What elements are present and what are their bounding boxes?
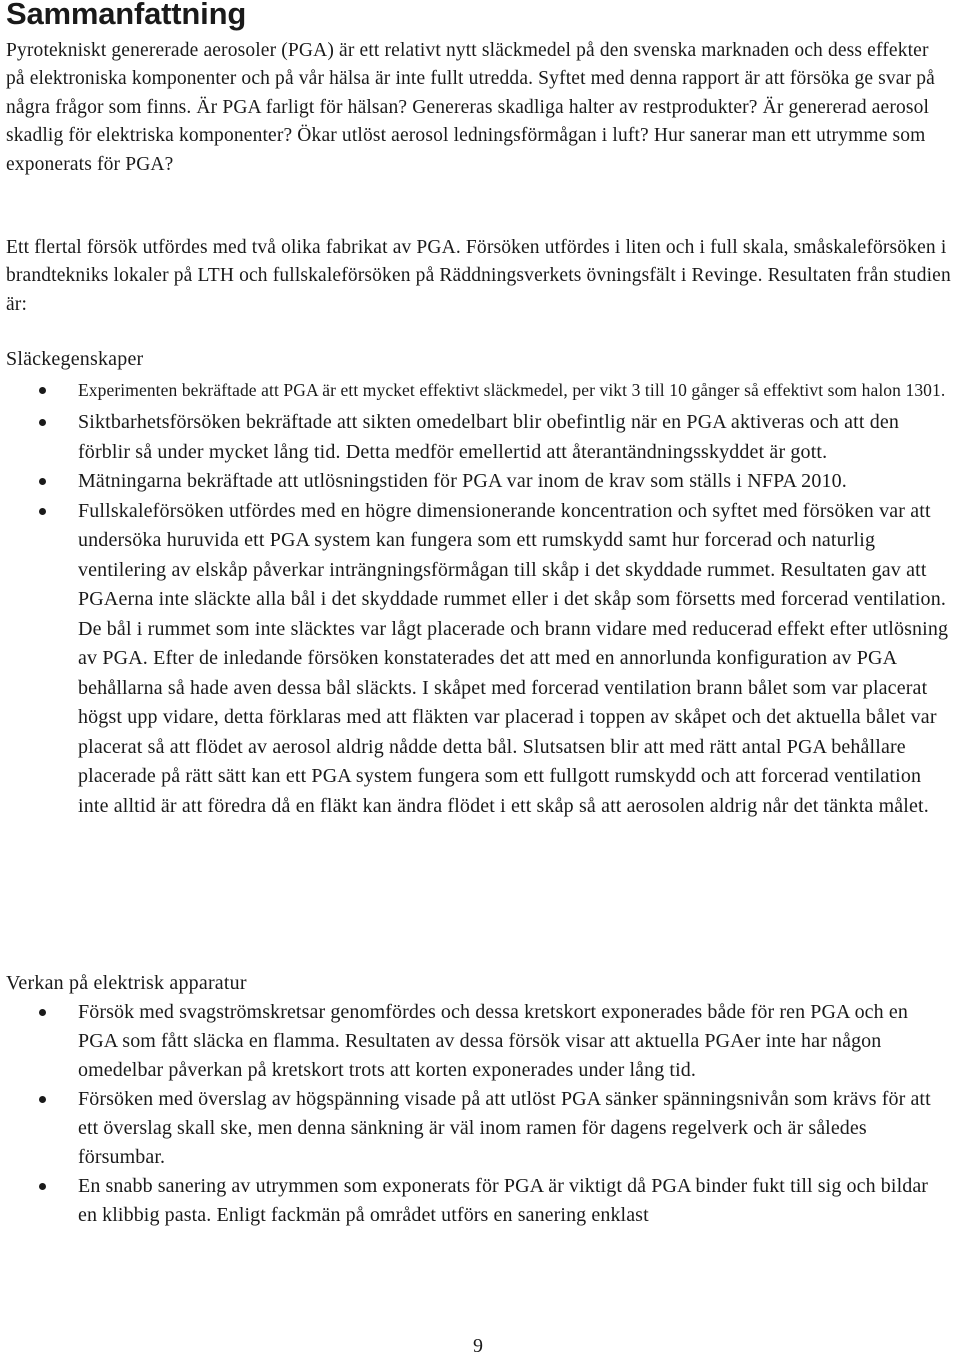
subheading-slackegenskaper: Släckegenskaper [6,348,144,370]
list-item [0,467,950,497]
section-title: Sammanfattning [6,0,247,31]
list-item-text: Försöken med överslag av högspänning visade på att utlöst PGA sänker spänningsnivån som krävs för att ett överslag skall ske, men denna sänkning är väl inom ramen för dagens regelverk och är således försumbar. [78,1088,931,1168]
subheading-verkan-pa-elektrisk-apparatur: Verkan på elektrisk apparatur [6,972,247,994]
page-number: 9 [473,1335,483,1357]
list-item [0,497,950,822]
bullet-list-slackegenskaper [0,378,950,821]
intro-paragraph: Pyrotekniskt genererade aerosoler (PGA) är ett relativt nytt släckmedel på den svenska marknaden och dess effekter på elektroniska komponenter och på vår hälsa är inte fullt utredda. Syftet med denna rapport är att försöka ge svar på några frågor som finns. Är PGA farligt för hälsan? Genereras skadliga halter av restprodukter? Är genererad aerosol skadlig för elektriska komponenter? Ökar utlöst aerosol ledningsförmågan i luft? Hur sanerar man ett utrymme som exponerats för PGA? [6,40,935,175]
list-item-text: Försök med svagströmskretsar genomfördes och dessa kretskort exponerades både för ren PGA och en PGA som fått släcka en flamma. Resultaten av dessa försök visar att aktuella PGAer inte har någon omedelbar påverkan på kretskort trots att korten exponerades under lång tid. [78,1001,908,1081]
list-item [0,378,950,403]
bullet-icon [39,387,46,394]
list-item-text: Siktbarhetsförsöken bekräftade att sikten omedelbart blir obefintlig när en PGA aktiveras och att den förblir så under mycket lång tid. Detta medför emellertid att återantändningsskyddet är gott. [78,411,900,463]
bullet-icon [39,1183,46,1190]
list-item [0,1172,950,1230]
list-item-text: Fullskaleförsöken utfördes med en högre dimensionerande koncentration och syftet med försöken var att undersöka huruvida ett PGA system kan fungera som ett rumskydd samt hur forcerad och naturlig ventilering av elskåp påverkar inträngningsförmågan till skåp i det skyddade rummet. Resultaten gav att PGAerna inte släckte alla bål i det skyddade rummet eller i det skåp som försetts med forcerad ventilation. De bål i rummet som inte släcktes var lågt placerade och brann vidare med reducerad effekt efter utlösning av PGA. Efter de inledande försöken konstaterades det att med en annorlunda konfiguration av PGA behållarna så hade aven dessa bål släckts. I skåpet med forcerad ventilation brann bålet som var placerat högst upp vidare, detta förklaras med att fläkten var placerad i toppen av skåpet och det aktuella bålet var placerat så att flödet av aerosol aldrig nådde detta bål. Slutsatsen blir att med rätt antal PGA behållare placerade på rätt sätt kan ett PGA system fungera som ett fullgott rumskydd och att forcerad ventilation inte alltid är att föredra då en fläkt kan ändra flödet i ett skåp så att aerosolen aldrig når det tänkta målet. [78,499,949,817]
bullet-icon [39,508,46,515]
bullet-icon [39,419,46,426]
method-paragraph: Ett flertal försök utfördes med två olika fabrikat av PGA. Försöken utfördes i liten och i full skala, småskaleförsöken i brandtekniks lokaler på LTH och fullskaleförsöken på Räddningsverkets övningsfält i Revinge. Resultaten från studien är: [6,237,951,315]
bullet-icon [39,1096,46,1103]
list-item [0,1085,950,1172]
bullet-icon [39,478,46,485]
list-item [0,998,950,1085]
list-item-text: Experimenten bekräftade att PGA är ett mycket effektivt släckmedel, per vikt 3 till 10 gånger så effektivt som halon 1301. [78,380,946,400]
list-item [0,408,950,467]
bullet-list-elektrisk-apparatur [0,998,950,1230]
list-item-text: En snabb sanering av utrymmen som exponerats för PGA är viktigt då PGA binder fukt till sig och bildar en klibbig pasta. Enligt fackmän på området utförs en sanering enklast [78,1175,929,1226]
list-item-text: Mätningarna bekräftade att utlösningstiden för PGA var inom de krav som ställs i NFPA 2010. [78,470,847,492]
bullet-icon [39,1009,46,1016]
